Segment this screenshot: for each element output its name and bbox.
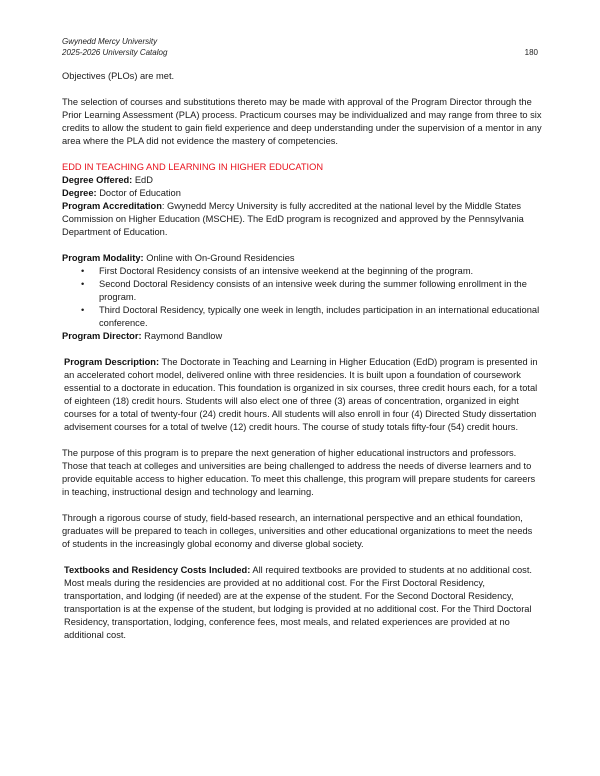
description-value: The Doctorate in Teaching and Learning in Higher Education (EdD) program is presented in an accelerated cohort model, delivered online with three residencies. It is built upon a foundation of coursework essential to a doctorate in education. This foundation is organized in six courses, three credit hours each, for a total of eighteen (18) credit hours. Students will also elect one of three (3) areas of concentration, organized in eight courses for a total of twenty-four (24) credit hours. All students will also enroll in four (4) Directed Study dissertation advisement courses for a total of twelve (12) credit hours. The course of study totals fifty-four (54) credit hours.	[64, 357, 538, 432]
rigor-paragraph: Through a rigorous course of study, field-based research, an international perspective and an ethical foundation, graduates will be prepared to teach in colleges, universities and other educational organizations to meet the needs of students in the increasingly global economy and diverse global society.	[62, 513, 533, 549]
costs-value: All required textbooks are provided to students at no additional cost. Most meals during the residencies are provided at no additional cost. For the First Doctoral Residency, transportation, and lodging (if needed) are at the expense of the student. For the Second Doctoral Residency, transportation is at the expense of the student, but lodging is provided at no additional cost. For the Third Doctoral Residency, transportation, lodging, conference fees, most meals, and related experiences are provided at no additional cost.	[64, 565, 532, 640]
degree-offered-label: Degree Offered:	[62, 175, 133, 185]
residency-item: • Second Doctoral Residency consists of an intensive week during the summer following enrollment in the program.	[99, 278, 542, 304]
page-body	[62, 70, 542, 642]
continuation-text: Objectives (PLOs) are met.	[62, 71, 175, 81]
costs	[62, 564, 542, 642]
modality	[62, 252, 542, 265]
degree-offered	[62, 174, 542, 187]
costs-label: Textbooks and Residency Costs Included:	[64, 565, 251, 575]
modality-value: Online with On-Ground Residencies	[143, 253, 295, 263]
degree-label: Degree:	[62, 188, 97, 198]
residency-item: • First Doctoral Residency consists of an intensive weekend at the beginning of the program.	[99, 265, 542, 278]
degree-value: Doctor of Education	[96, 188, 181, 198]
description	[62, 356, 542, 434]
accreditation-value: : Gwynedd Mercy University is fully accredited at the national level by the Middle States Commission on Higher Education (MSCHE). The EdD program is recognized and approved by the Pennsylvania Department of Education.	[62, 201, 524, 237]
program-title: EDD IN TEACHING AND LEARNING IN HIGHER EDUCATION	[62, 162, 324, 172]
description-label: Program Description:	[64, 357, 160, 367]
header-catalog: 2025-2026 University Catalog	[62, 48, 168, 57]
residency-list	[62, 265, 542, 330]
accreditation	[62, 200, 542, 239]
running-header	[62, 36, 167, 58]
degree	[62, 187, 542, 200]
degree-offered-value: EdD	[132, 175, 153, 185]
director-value: Raymond Bandlow	[141, 331, 223, 341]
header-university: Gwynedd Mercy University	[62, 37, 158, 46]
selection-paragraph: The selection of courses and substitutions thereto may be made with approval of the Program Director through the Prior Learning Assessment (PLA) process. Practicum courses may be individualized and may range from three to six credits to allow the student to gain field experience and deep understanding under the supervision of a mentor in any area where the PLA did not evidence the mastery of competencies.	[62, 97, 542, 146]
director-label: Program Director:	[62, 331, 142, 341]
purpose-paragraph: The purpose of this program is to prepare the next generation of higher educational instructors and professors. Those that teach at colleges and universities are being challenged to address the needs of diverse learners and to provide equitable access to higher education. To meet this challenge, this program will prepare students for careers in teaching, instructional design and technology and learning.	[62, 448, 536, 497]
page-number: 180	[524, 48, 538, 57]
residency-item: • Third Doctoral Residency, typically one week in length, includes participation in an international educational conference.	[99, 304, 542, 330]
modality-label: Program Modality:	[62, 253, 144, 263]
accreditation-label: Program Accreditation	[62, 201, 162, 211]
director	[62, 330, 542, 343]
